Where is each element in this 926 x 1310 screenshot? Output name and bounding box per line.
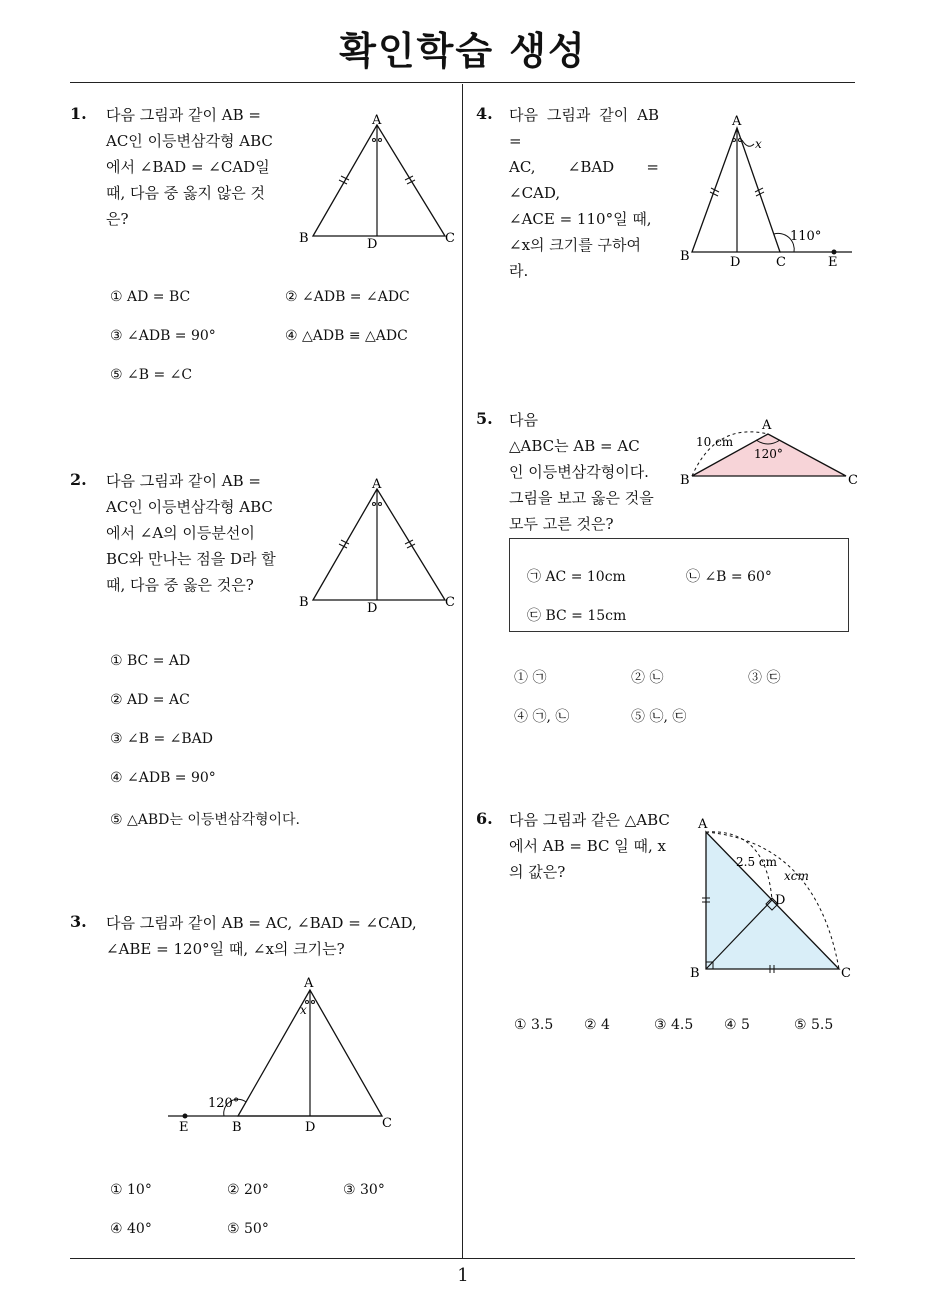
q3-line: 다음 그림과 같이 AB = AC, ∠BAD = ∠CAD,	[106, 914, 417, 932]
q5-line: 모두 고른 것은?	[509, 515, 614, 533]
q1-option-4[interactable]: ④ △ADB ≡ △ADC	[285, 328, 408, 344]
q2-label-a: A	[372, 477, 382, 492]
q6-text	[509, 807, 674, 885]
q4-label-e: E	[828, 255, 838, 270]
q5-label-b: B	[680, 473, 690, 488]
q2-label-d: D	[367, 601, 378, 616]
q5-option-5[interactable]: ⑤ ㉡, ㉢	[631, 709, 687, 725]
q2-line: 다음 그림과 같이 AB =	[106, 472, 261, 490]
q5-statement-1: ㉠ AC = 10cm	[527, 569, 626, 585]
q2-line: BC와 만나는 점을 D라 할	[106, 550, 276, 568]
q2-option-2[interactable]: ② AD = AC	[110, 692, 190, 708]
q5-line: 그림을 보고 옳은 것을	[509, 489, 654, 507]
q2-option-1[interactable]: ① BC = AD	[110, 653, 191, 669]
q4-label-c: C	[776, 255, 786, 270]
q3-option-2[interactable]: ② 20°	[227, 1182, 269, 1198]
q2-line: 에서 ∠A의 이등분선이	[106, 524, 255, 542]
q4-number: 4.	[476, 104, 493, 123]
q1-line: AC인 이등변삼각형 ABC	[106, 132, 273, 150]
q6-figure	[686, 812, 861, 987]
q1-figure	[295, 110, 465, 255]
q6-label-b: B	[690, 966, 700, 981]
q3-option-1[interactable]: ① 10°	[110, 1182, 152, 1198]
q2-number: 2.	[70, 470, 87, 489]
q1-number: 1.	[70, 104, 87, 123]
q2-label-b: B	[299, 595, 309, 610]
q3-label-c: C	[382, 1116, 392, 1131]
q3-line: ∠ABE = 120°일 때, ∠x의 크기는?	[106, 940, 345, 958]
q1-line: 때, 다음 중 옳지 않은 것	[106, 184, 266, 202]
q5-statement-2: ㉡ ∠B = 60°	[686, 569, 772, 585]
q3-label-b: B	[232, 1120, 242, 1135]
q5-line: △ABC는 AB = AC	[509, 437, 640, 455]
q3-label-x: x	[300, 1003, 307, 1017]
q6-option-5[interactable]: ⑤ 5.5	[794, 1017, 834, 1033]
q5-statement-3: ㉢ BC = 15cm	[527, 608, 627, 624]
footer-rule	[70, 1258, 855, 1259]
q3-label-a: A	[304, 976, 314, 991]
q1-option-3[interactable]: ③ ∠ADB = 90°	[110, 328, 216, 344]
q5-label-length: 10 cm	[696, 435, 734, 449]
q6-number: 6.	[476, 809, 493, 828]
q1-line: 은?	[106, 210, 129, 228]
q2-line: 때, 다음 중 옳은 것은?	[106, 576, 254, 594]
q3-label-e: E	[179, 1120, 189, 1135]
q1-label-d: D	[367, 237, 378, 252]
header-rule	[70, 82, 855, 83]
q5-line: 인 이등변삼각형이다.	[509, 463, 649, 481]
q5-label-c: C	[848, 473, 858, 488]
q6-label-c: C	[841, 966, 851, 981]
q2-option-5[interactable]: ⑤ △ABD는 이등변삼각형이다.	[110, 812, 301, 828]
q3-text	[106, 910, 436, 962]
q4-label-b: B	[680, 249, 690, 264]
q3-option-5[interactable]: ⑤ 50°	[227, 1221, 269, 1237]
q5-line: 다음	[509, 411, 538, 429]
q4-line: 다음 그림과 같이 AB =	[509, 106, 659, 150]
q3-figure	[160, 970, 410, 1140]
q1-text	[106, 102, 276, 232]
q3-label-angle: 120°	[208, 1096, 240, 1111]
q6-option-2[interactable]: ② 4	[584, 1017, 610, 1033]
q6-line: 다음 그림과 같은 △ABC	[509, 811, 670, 829]
q2-option-4[interactable]: ④ ∠ADB = 90°	[110, 770, 216, 786]
q5-option-3[interactable]: ③ ㉢	[748, 670, 781, 686]
q6-label-a: A	[698, 817, 708, 832]
q5-option-2[interactable]: ② ㉡	[631, 670, 664, 686]
q4-line: ∠x의 크기를 구하여	[509, 236, 641, 254]
q2-text	[106, 468, 276, 598]
q6-label-length: 2.5 cm	[736, 855, 777, 869]
q1-label-a: A	[372, 113, 382, 128]
q1-line: 다음 그림과 같이 AB =	[106, 106, 261, 124]
q4-line: AC, ∠BAD = ∠CAD,	[509, 158, 659, 202]
q5-figure	[676, 414, 866, 494]
q4-line: ∠ACE = 110°일 때,	[509, 210, 652, 228]
q5-label-angle: 120°	[754, 447, 783, 461]
q1-option-5[interactable]: ⑤ ∠B = ∠C	[110, 367, 193, 383]
column-divider	[462, 84, 463, 1258]
q4-label-d: D	[730, 255, 741, 270]
q1-label-b: B	[299, 231, 309, 246]
q3-option-4[interactable]: ④ 40°	[110, 1221, 152, 1237]
page-title: 확인학습 생성	[339, 29, 587, 73]
q5-option-4[interactable]: ④ ㉠, ㉡	[514, 709, 570, 725]
q4-label-x: x	[755, 137, 762, 151]
q5-option-1[interactable]: ① ㉠	[514, 670, 547, 686]
q5-text	[509, 407, 669, 537]
q5-number: 5.	[476, 409, 493, 428]
q6-option-4[interactable]: ④ 5	[724, 1017, 750, 1033]
q6-label-x: xcm	[784, 869, 809, 883]
q1-option-1[interactable]: ① AD = BC	[110, 289, 191, 305]
q1-option-2[interactable]: ② ∠ADB = ∠ADC	[285, 289, 410, 305]
q5-label-a: A	[762, 418, 772, 433]
q6-label-d: D	[775, 893, 786, 908]
q6-line: 의 값은?	[509, 863, 566, 881]
q2-option-3[interactable]: ③ ∠B = ∠BAD	[110, 731, 214, 747]
q6-option-3[interactable]: ③ 4.5	[654, 1017, 694, 1033]
q3-label-d: D	[305, 1120, 316, 1135]
q4-label-a: A	[732, 114, 742, 129]
q4-figure	[672, 108, 862, 273]
q6-option-1[interactable]: ① 3.5	[514, 1017, 554, 1033]
q4-line: 라.	[509, 262, 529, 280]
q4-label-angle: 110°	[790, 229, 822, 244]
q4-text	[509, 102, 659, 284]
page-number: 1	[457, 1265, 469, 1286]
q6-line: 에서 AB = BC 일 때, x	[509, 837, 666, 855]
q2-figure	[295, 474, 465, 619]
q2-label-c: C	[445, 595, 455, 610]
q3-number: 3.	[70, 912, 87, 931]
q3-option-3[interactable]: ③ 30°	[343, 1182, 385, 1198]
q1-label-c: C	[445, 231, 455, 246]
q1-line: 에서 ∠BAD = ∠CAD일	[106, 158, 270, 176]
q2-line: AC인 이등변삼각형 ABC	[106, 498, 273, 516]
